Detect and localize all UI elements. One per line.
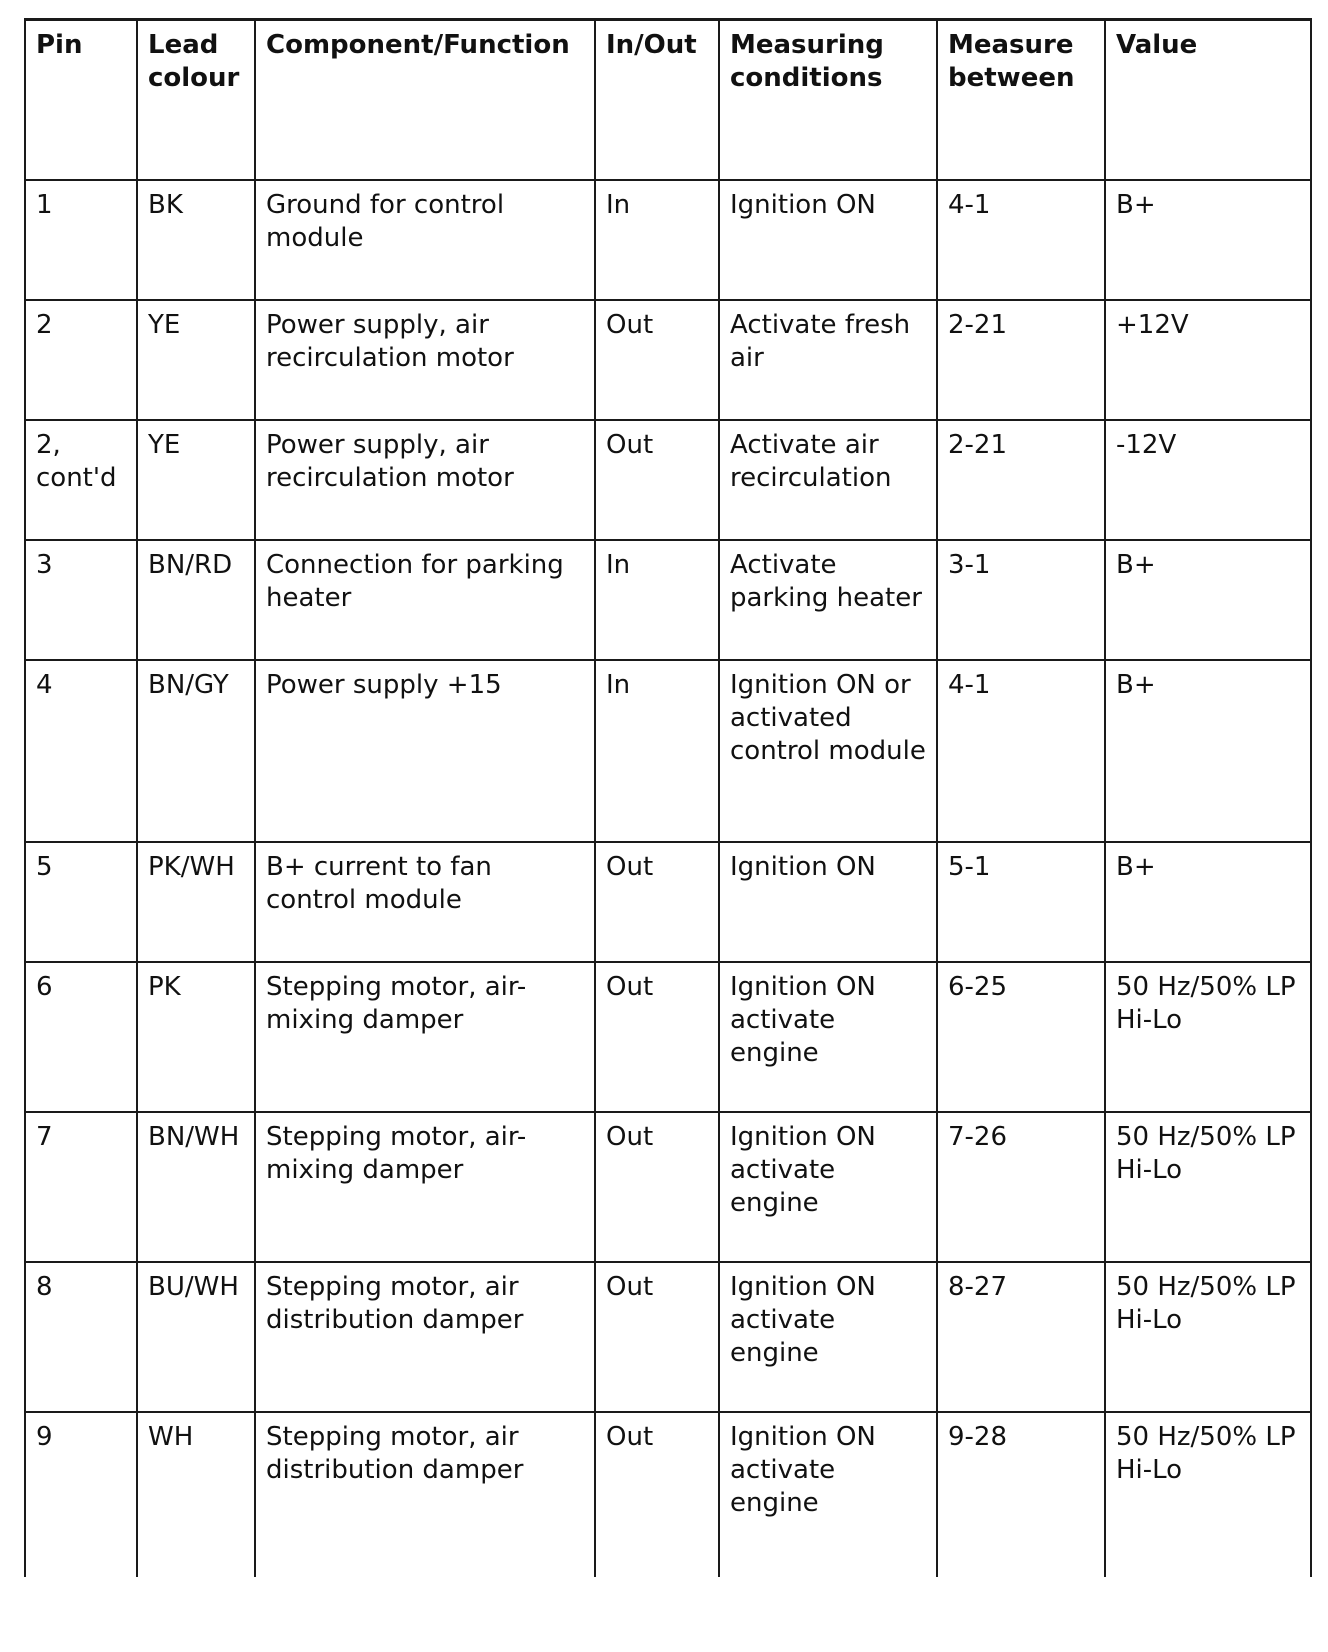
table-row bbox=[25, 300, 1311, 420]
cell-component: Stepping motor, air distribution damper bbox=[255, 1262, 595, 1412]
cell-measure-between: 6-25 bbox=[937, 962, 1105, 1112]
cell-lead-colour: YE bbox=[137, 420, 255, 540]
cell-value: 50 Hz/50% LP Hi-Lo bbox=[1105, 962, 1311, 1112]
cell-measure-between: 9-28 bbox=[937, 1412, 1105, 1577]
cell-conditions: Activate air recirculation bbox=[719, 420, 937, 540]
table-header bbox=[25, 20, 1311, 181]
table-row bbox=[25, 962, 1311, 1112]
cell-lead-colour: BN/WH bbox=[137, 1112, 255, 1262]
cell-in-out: In bbox=[595, 540, 719, 660]
cell-in-out: Out bbox=[595, 1112, 719, 1262]
cell-component: Connection for parking heater bbox=[255, 540, 595, 660]
cell-pin: 6 bbox=[25, 962, 137, 1112]
cell-in-out: In bbox=[595, 180, 719, 300]
header-value: Value bbox=[1105, 20, 1311, 181]
cell-pin: 2, cont'd bbox=[25, 420, 137, 540]
cell-lead-colour: BK bbox=[137, 180, 255, 300]
cell-value: B+ bbox=[1105, 180, 1311, 300]
header-measure-between: Measure between bbox=[937, 20, 1105, 181]
cell-in-out: Out bbox=[595, 962, 719, 1112]
cell-pin: 1 bbox=[25, 180, 137, 300]
cell-in-out: Out bbox=[595, 1262, 719, 1412]
cell-measure-between: 4-1 bbox=[937, 660, 1105, 842]
cell-pin: 9 bbox=[25, 1412, 137, 1577]
cell-conditions: Ignition ON activate engine bbox=[719, 1412, 937, 1577]
cell-in-out: Out bbox=[595, 300, 719, 420]
cell-measure-between: 8-27 bbox=[937, 1262, 1105, 1412]
table-row bbox=[25, 420, 1311, 540]
cell-value: 50 Hz/50% LP Hi-Lo bbox=[1105, 1412, 1311, 1577]
cell-value: 50 Hz/50% LP Hi-Lo bbox=[1105, 1262, 1311, 1412]
cell-pin: 2 bbox=[25, 300, 137, 420]
cell-value: B+ bbox=[1105, 660, 1311, 842]
header-in-out: In/Out bbox=[595, 20, 719, 181]
cell-conditions: Ignition ON activate engine bbox=[719, 962, 937, 1112]
table-row bbox=[25, 842, 1311, 962]
table-body bbox=[25, 180, 1311, 1577]
cell-pin: 8 bbox=[25, 1262, 137, 1412]
table-row bbox=[25, 180, 1311, 300]
cell-value: 50 Hz/50% LP Hi-Lo bbox=[1105, 1112, 1311, 1262]
cell-lead-colour: PK bbox=[137, 962, 255, 1112]
table-row bbox=[25, 540, 1311, 660]
cell-measure-between: 5-1 bbox=[937, 842, 1105, 962]
table-row bbox=[25, 1112, 1311, 1262]
cell-lead-colour: BN/RD bbox=[137, 540, 255, 660]
header-measuring-conditions: Measuring conditions bbox=[719, 20, 937, 181]
pin-assignment-table bbox=[24, 18, 1312, 1577]
cell-lead-colour: BN/GY bbox=[137, 660, 255, 842]
cell-in-out: Out bbox=[595, 1412, 719, 1577]
cell-in-out: Out bbox=[595, 420, 719, 540]
cell-value: +12V bbox=[1105, 300, 1311, 420]
cell-in-out: Out bbox=[595, 842, 719, 962]
cell-conditions: Activate parking heater bbox=[719, 540, 937, 660]
cell-component: Stepping motor, air-mixing damper bbox=[255, 962, 595, 1112]
cell-pin: 5 bbox=[25, 842, 137, 962]
cell-conditions: Ignition ON bbox=[719, 180, 937, 300]
table-row bbox=[25, 660, 1311, 842]
header-lead-colour: Lead colour bbox=[137, 20, 255, 181]
cell-conditions: Ignition ON or activated control module bbox=[719, 660, 937, 842]
cell-measure-between: 3-1 bbox=[937, 540, 1105, 660]
cell-conditions: Ignition ON activate engine bbox=[719, 1112, 937, 1262]
cell-lead-colour: PK/WH bbox=[137, 842, 255, 962]
cell-lead-colour: YE bbox=[137, 300, 255, 420]
header-pin: Pin bbox=[25, 20, 137, 181]
header-row bbox=[25, 20, 1311, 181]
cell-measure-between: 7-26 bbox=[937, 1112, 1105, 1262]
cell-pin: 7 bbox=[25, 1112, 137, 1262]
cell-measure-between: 2-21 bbox=[937, 420, 1105, 540]
cell-measure-between: 2-21 bbox=[937, 300, 1105, 420]
cell-component: Power supply, air recirculation motor bbox=[255, 300, 595, 420]
cell-conditions: Activate fresh air bbox=[719, 300, 937, 420]
cell-measure-between: 4-1 bbox=[937, 180, 1105, 300]
cell-conditions: Ignition ON bbox=[719, 842, 937, 962]
cell-lead-colour: WH bbox=[137, 1412, 255, 1577]
cell-pin: 3 bbox=[25, 540, 137, 660]
cell-pin: 4 bbox=[25, 660, 137, 842]
cell-component: Power supply, air recirculation motor bbox=[255, 420, 595, 540]
cell-conditions: Ignition ON activate engine bbox=[719, 1262, 937, 1412]
cell-component: Stepping motor, air-mixing damper bbox=[255, 1112, 595, 1262]
table-row bbox=[25, 1262, 1311, 1412]
cell-value: -12V bbox=[1105, 420, 1311, 540]
cell-component: Ground for control module bbox=[255, 180, 595, 300]
cell-component: B+ current to fan control module bbox=[255, 842, 595, 962]
cell-value: B+ bbox=[1105, 842, 1311, 962]
table-row bbox=[25, 1412, 1311, 1577]
cell-lead-colour: BU/WH bbox=[137, 1262, 255, 1412]
cell-in-out: In bbox=[595, 660, 719, 842]
cell-component: Power supply +15 bbox=[255, 660, 595, 842]
header-component-function: Component/Function bbox=[255, 20, 595, 181]
cell-component: Stepping motor, air distribution damper bbox=[255, 1412, 595, 1577]
cell-value: B+ bbox=[1105, 540, 1311, 660]
